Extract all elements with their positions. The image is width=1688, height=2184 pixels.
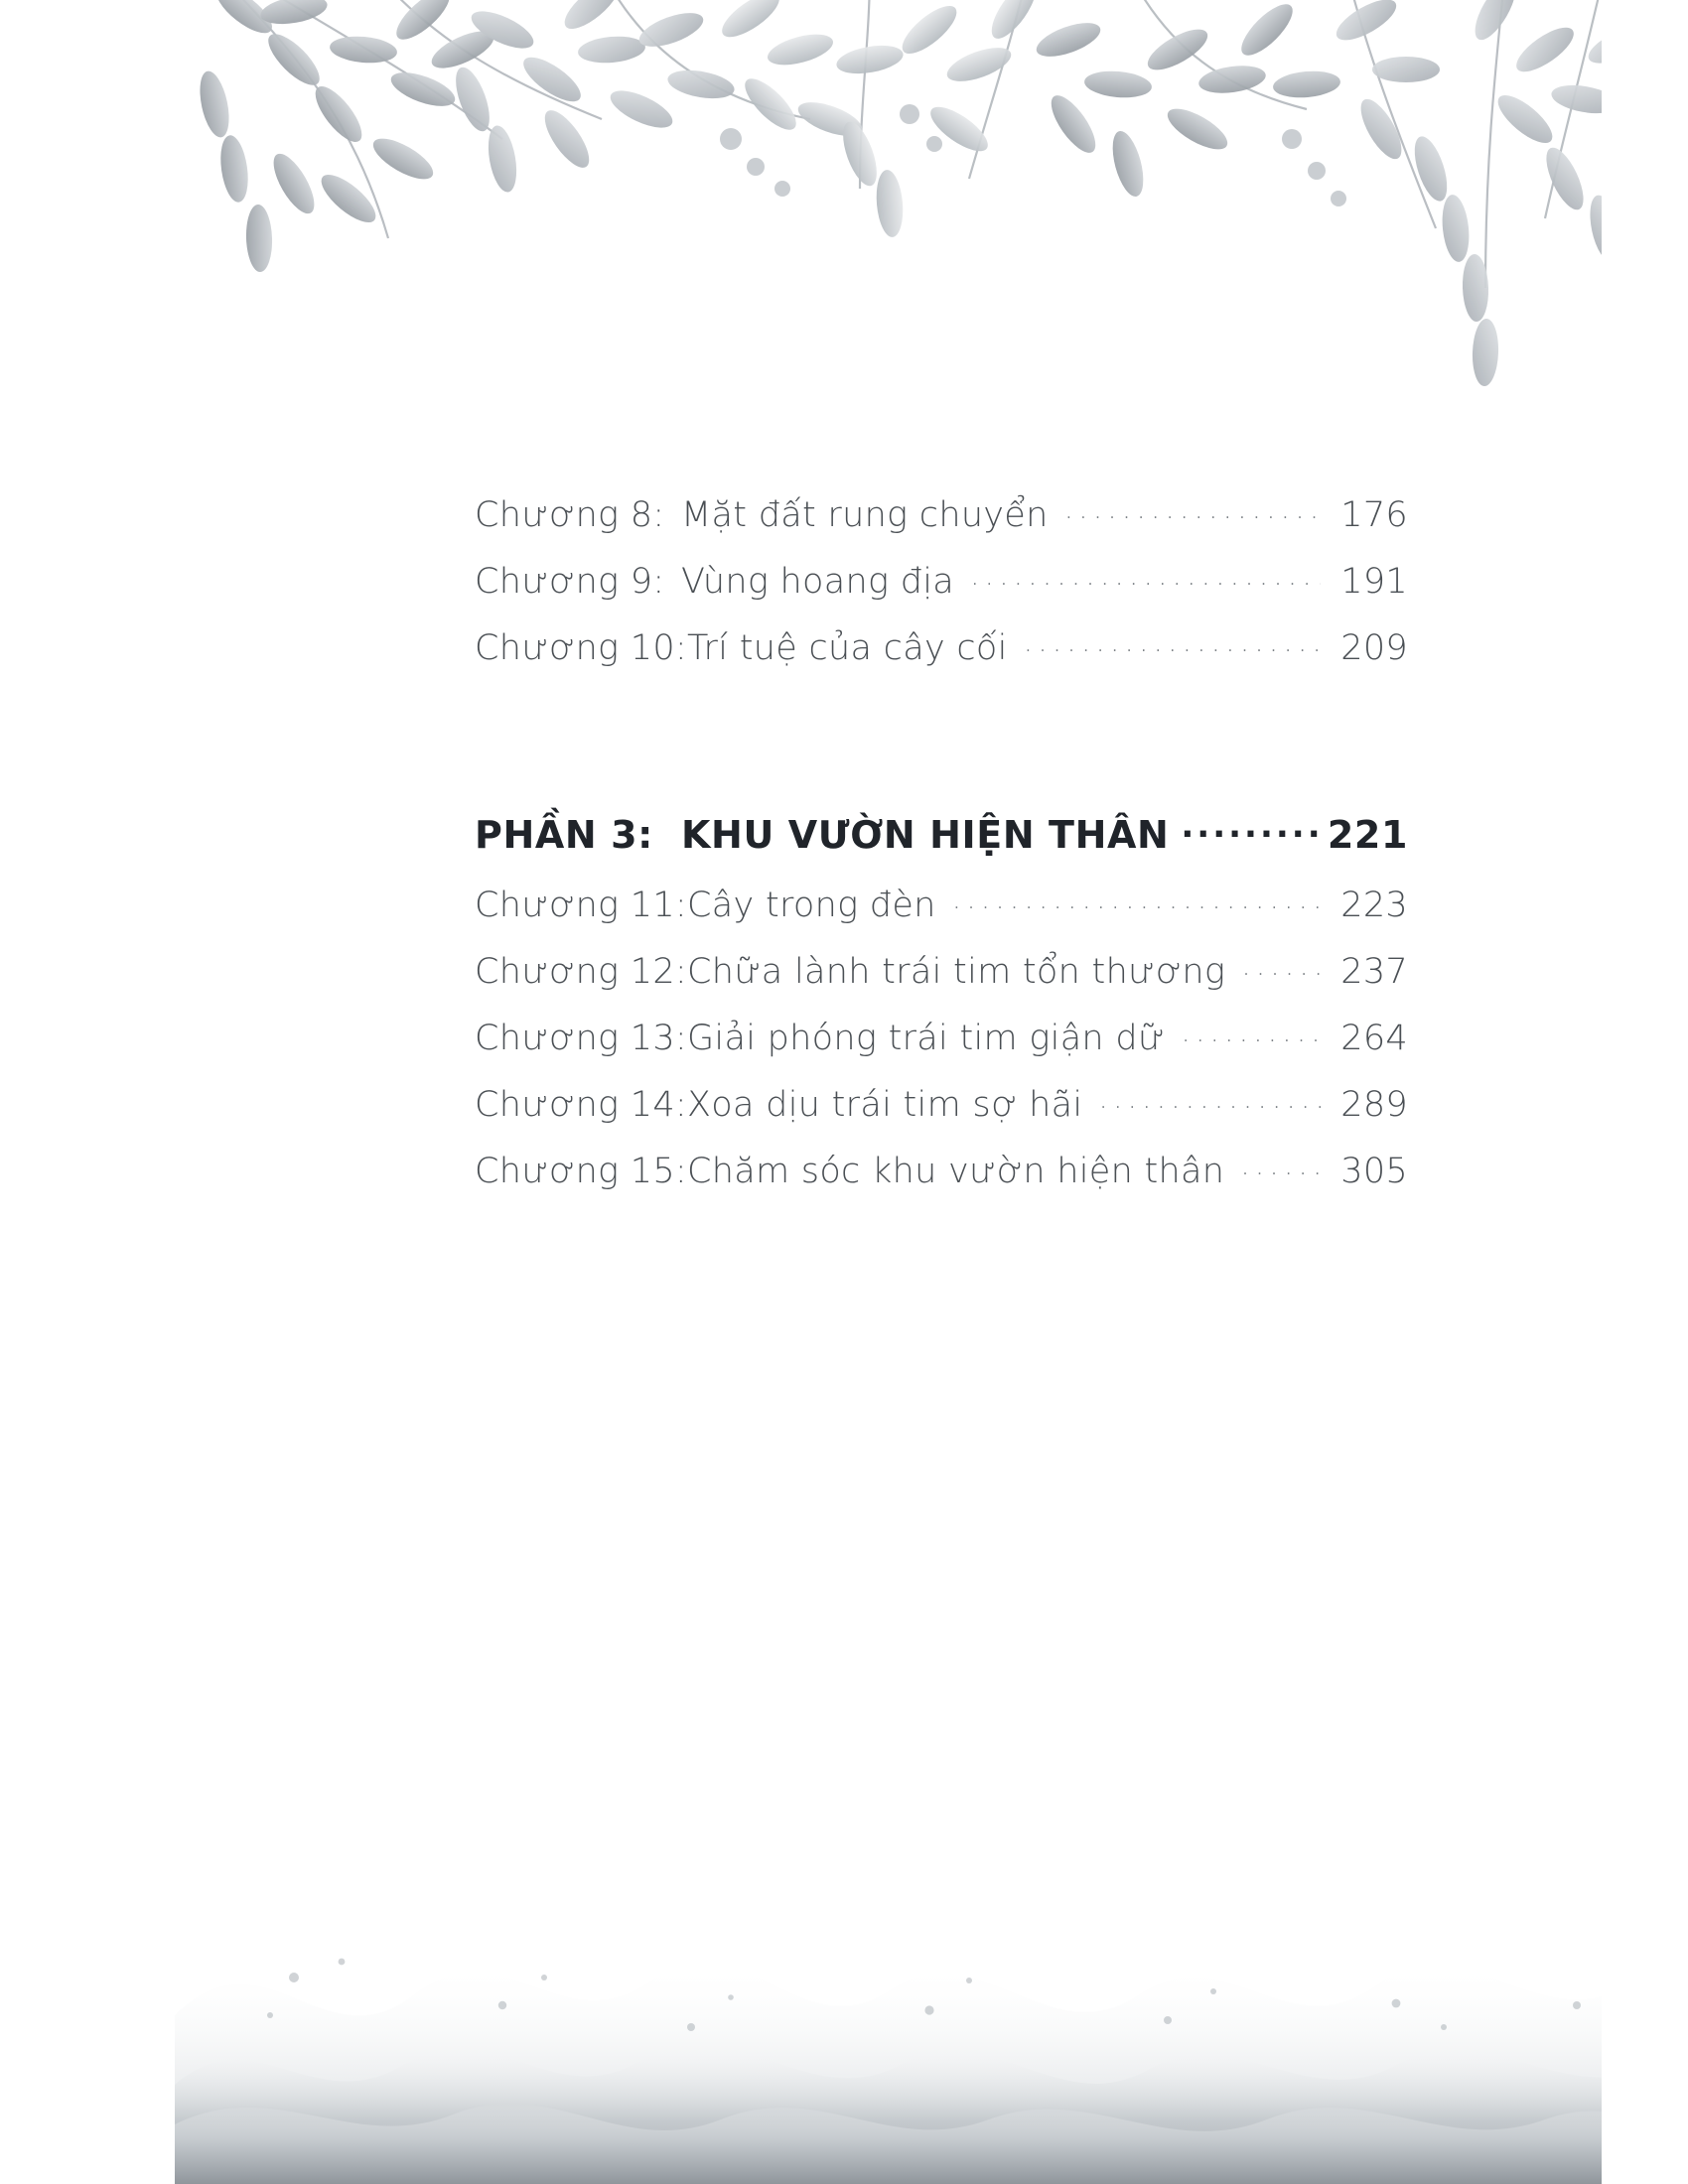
toc-entry-label: Chương 13:	[475, 1019, 688, 1058]
toc-entry[interactable]	[475, 1086, 1408, 1123]
toc-entry-title: Vùng hoang địa	[681, 562, 955, 602]
toc-entry[interactable]	[475, 496, 1408, 533]
leaf-branch-ornament	[175, 0, 1602, 457]
toc-leader-dots	[952, 887, 1321, 916]
table-of-contents	[475, 496, 1408, 1219]
toc-leader-dots	[970, 563, 1321, 593]
toc-entry-page: 191	[1340, 562, 1408, 602]
toc-entry[interactable]	[475, 1020, 1408, 1056]
toc-leader-dots	[1181, 1020, 1321, 1049]
toc-entry-title: Chữa lành trái tim tổn thương	[687, 952, 1226, 992]
page-content-area	[87, 0, 1602, 2184]
toc-entry-label: Chương 9:	[475, 562, 665, 602]
toc-entry[interactable]	[475, 887, 1408, 923]
toc-entry[interactable]	[475, 1153, 1408, 1189]
toc-entry-page: 223	[1340, 886, 1408, 925]
toc-entry-page: 264	[1340, 1019, 1408, 1058]
toc-entry-page: 305	[1340, 1152, 1408, 1191]
toc-leader-dots	[1024, 629, 1321, 659]
toc-entry-title: Mặt đất rung chuyển	[681, 495, 1049, 535]
toc-entry-page: 176	[1340, 495, 1408, 535]
toc-leader-dots	[1241, 953, 1321, 983]
toc-entry-title: Trí tuệ của cây cối	[687, 628, 1008, 668]
toc-part-title: KHU VƯỜN HIỆN THÂN	[681, 813, 1170, 857]
toc-part-label: PHẦN 3:	[475, 813, 653, 857]
toc-entry-label: Chương 12:	[475, 952, 688, 992]
toc-entry[interactable]	[475, 563, 1408, 600]
toc-entry[interactable]	[475, 629, 1408, 666]
toc-entry-page: 209	[1340, 628, 1408, 668]
toc-entry-label: Chương 15:	[475, 1152, 688, 1191]
toc-entry-label: Chương 10:	[475, 628, 688, 668]
toc-entry-page: 237	[1340, 952, 1408, 992]
toc-entry-title: Chăm sóc khu vườn hiện thân	[687, 1152, 1225, 1191]
toc-entry[interactable]	[475, 953, 1408, 990]
toc-entry-label: Chương 8:	[475, 495, 665, 535]
toc-entry-page: 289	[1340, 1085, 1408, 1125]
toc-entry-title: Giải phóng trái tim giận dữ	[687, 1019, 1166, 1058]
toc-section-spacer	[475, 696, 1408, 813]
toc-leader-dots	[1240, 1153, 1321, 1182]
toc-leader-dots	[1098, 1086, 1321, 1116]
toc-entry-title: Xoa dịu trái tim sợ hãi	[687, 1085, 1083, 1125]
toc-entry-title: Cây trong đèn	[687, 886, 936, 925]
toc-leader-dots	[1064, 496, 1321, 526]
toc-entry-label: Chương 14:	[475, 1085, 688, 1125]
watercolor-wash-ornament	[175, 1767, 1602, 2184]
toc-part-heading[interactable]	[475, 813, 1408, 857]
toc-part-page: 221	[1327, 813, 1408, 857]
toc-entry-label: Chương 11:	[475, 886, 688, 925]
toc-leader-dots	[1181, 814, 1323, 848]
